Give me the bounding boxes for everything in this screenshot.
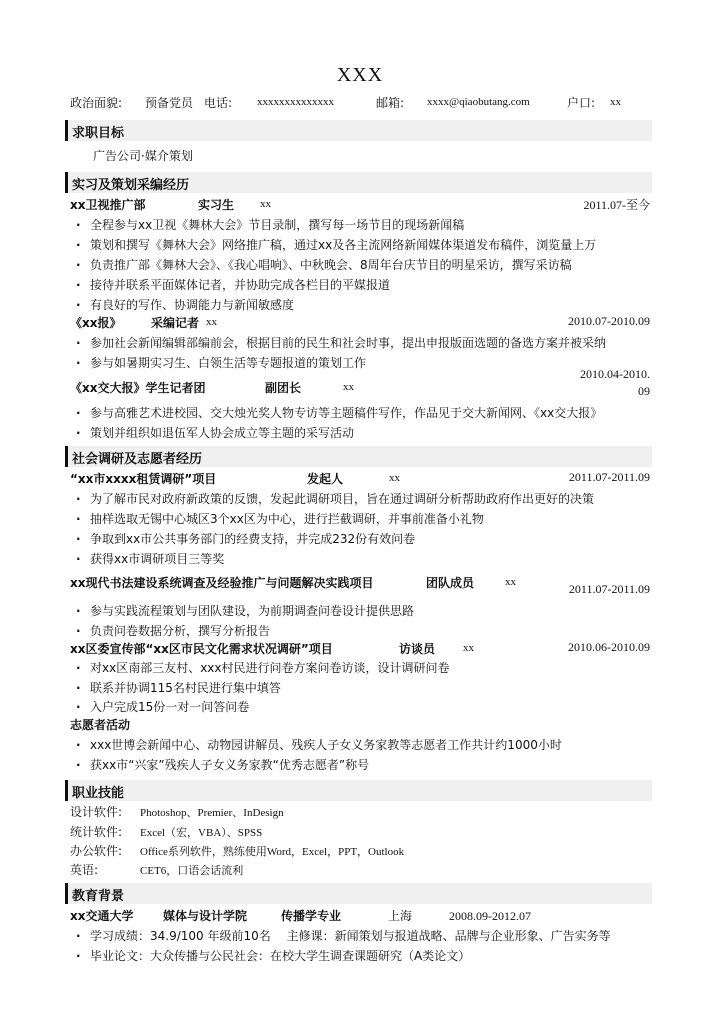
entry-location: xx bbox=[505, 576, 516, 588]
list-item: · 参加社会新闻编辑部编前会，根据目前的民生和社会时事，提出申报版面选题的备选方案并被采纳 bbox=[76, 334, 606, 351]
entry-location: xx bbox=[343, 381, 354, 393]
section-title: 教育背景 bbox=[72, 889, 125, 904]
list-item: · 入户完成15份一对一问答问卷 bbox=[76, 698, 249, 715]
phone-label: 电话: bbox=[204, 96, 233, 110]
section-title: 求职目标 bbox=[72, 126, 125, 141]
section-title: 社会调研及志愿者经历 bbox=[72, 452, 203, 467]
entry-org: xx区委宣传部“xx区市民文化需求状况调研”项目 bbox=[70, 642, 333, 656]
list-item: · 参与高雅艺术进校园、交大烛光奖人物专访等主题稿件写作，作品见于交大新闻网、《xx交大报》 bbox=[76, 404, 602, 421]
entry-date: 2011.07-2011.09 bbox=[568, 582, 650, 596]
list-item: · 全程参与xx卫视《舞林大会》节目录制，撰写每一场节目的现场新闻稿 bbox=[76, 216, 464, 233]
list-item: · 获xx市“兴家”残疾人子女义务家教“优秀志愿者”称号 bbox=[76, 756, 369, 773]
section-internship bbox=[65, 172, 652, 193]
edu-date: 2008.09-2012.07 bbox=[449, 909, 531, 923]
entry-role: 发起人 bbox=[307, 472, 344, 486]
entry-org: “xx市xxxx租赁调研”项目 bbox=[70, 472, 217, 486]
entry-org: xx现代书法建设系统调查及经验推广与问题解决实践项目 bbox=[70, 576, 374, 590]
politics-label: 政治面貌: bbox=[70, 96, 123, 110]
list-item: · 毕业论文：大众传播与公民社会：在校大学生调查课题研究（A类论文） bbox=[76, 947, 470, 964]
entry-role: 副团长 bbox=[265, 381, 302, 395]
entry-org: 《xx交大报》学生记者团 bbox=[70, 381, 206, 395]
edu-major: 传播学专业 bbox=[281, 909, 342, 923]
entry-role: 采编记者 bbox=[151, 316, 200, 330]
list-item: · 策划并组织如退伍军人协会成立等主题的采写活动 bbox=[76, 424, 354, 441]
skill-label: 办公软件: bbox=[70, 844, 123, 858]
politics-value: 预备党员 bbox=[145, 96, 194, 110]
phone-value: xxxxxxxxxxxxxx bbox=[257, 96, 334, 108]
entry-date-line2: 09 bbox=[638, 384, 650, 398]
entry-org: 《xx报》 bbox=[70, 316, 122, 330]
section-title: 实习及策划采编经历 bbox=[72, 178, 190, 193]
list-item: · 有良好的写作、协调能力与新闻敏感度 bbox=[76, 296, 294, 313]
entry-role: 访谈员 bbox=[399, 642, 436, 656]
skill-value: CET6，口语会话流利 bbox=[140, 865, 244, 877]
list-item: · 学习成绩：34.9/100 年级前10名 主修课：新闻策划与报道战略、品牌与企业形象、广告实务等 bbox=[76, 927, 611, 944]
entry-role: 团队成员 bbox=[426, 576, 475, 590]
section-research bbox=[65, 446, 652, 467]
edu-city: 上海 bbox=[388, 909, 413, 923]
entry-role: 实习生 bbox=[198, 198, 235, 212]
entry-location: xx bbox=[206, 316, 217, 328]
entry-date: 2010.07-2010.09 bbox=[568, 314, 650, 328]
skill-label: 设计软件: bbox=[70, 805, 123, 819]
objective-value: 广告公司·媒介策划 bbox=[93, 149, 193, 163]
section-skills bbox=[65, 780, 652, 801]
section-education bbox=[65, 883, 652, 904]
skill-label: 英语: bbox=[70, 863, 99, 877]
list-item: · 负责问卷数据分析，撰写分析报告 bbox=[76, 622, 270, 639]
entry-location: xx bbox=[389, 472, 400, 484]
list-item: · 获得xx市调研项目三等奖 bbox=[76, 550, 224, 567]
list-item: · 参与实践流程策划与团队建设，为前期调查问卷设计提供思路 bbox=[76, 602, 414, 619]
list-item: · 接待并联系平面媒体记者，并协助完成各栏目的平媒报道 bbox=[76, 276, 390, 293]
list-item: · xxx世博会新闻中心、动物园讲解员、残疾人子女义务家教等志愿者工作共计约1000小时 bbox=[76, 736, 562, 753]
entry-location: xx bbox=[463, 642, 474, 654]
list-item: · 参与如暑期实习生、白领生活等专题报道的策划工作 bbox=[76, 354, 366, 371]
entry-location: xx bbox=[260, 198, 271, 210]
entry-date: 2011.07-至今 bbox=[583, 198, 650, 212]
volunteer-title: 志愿者活动 bbox=[70, 718, 131, 732]
edu-school: xx交通大学 bbox=[70, 909, 134, 923]
skill-label: 统计软件: bbox=[70, 825, 123, 839]
list-item: · 策划和撰写《舞林大会》网络推广稿，通过xx及各主流网络新闻媒体渠道发布稿件，浏览量上万 bbox=[76, 236, 596, 253]
skill-value: Excel（宏，VBA）、SPSS bbox=[140, 827, 263, 839]
list-item: · 为了解市民对政府新政策的反馈，发起此调研项目，旨在通过调研分析帮助政府作出更好的决策 bbox=[76, 490, 594, 507]
list-item: · 争取到xx市公共事务部门的经费支持，并完成232份有效问卷 bbox=[76, 530, 415, 547]
list-item: · 负责推广部《舞林大会》、《我心唱响》、中秋晚会、8周年台庆节目的明星采访，撰写采访稿 bbox=[76, 256, 572, 273]
email-value: xxxx@qiaobutang.com bbox=[427, 96, 530, 108]
entry-date: 2011.07-2011.09 bbox=[568, 470, 650, 484]
candidate-name: XXX bbox=[336, 64, 384, 86]
section-title: 职业技能 bbox=[72, 786, 125, 801]
hukou-label: 户口: bbox=[567, 96, 596, 110]
section-objective bbox=[65, 120, 652, 141]
hukou-value: xx bbox=[610, 96, 621, 108]
edu-college: 媒体与设计学院 bbox=[163, 909, 248, 923]
email-label: 邮箱: bbox=[376, 96, 405, 110]
entry-org: xx卫视推广部 bbox=[70, 198, 146, 212]
entry-date: 2010.06-2010.09 bbox=[568, 640, 650, 654]
skill-value: Photoshop、Premier、InDesign bbox=[140, 807, 284, 819]
list-item: · 对xx区南部三友村、xxx村民进行问卷方案问卷访谈，设计调研问卷 bbox=[76, 659, 450, 676]
list-item: · 抽样选取无锡中心城区3个xx区为中心，进行拦截调研，并事前准备小礼物 bbox=[76, 510, 484, 527]
skill-value: Office系列软件，熟练使用Word，Excel，PPT，Outlook bbox=[140, 846, 405, 858]
list-item: · 联系并协调115名村民进行集中填答 bbox=[76, 679, 281, 696]
entry-date-line1: 2010.04-2010. bbox=[580, 367, 650, 381]
